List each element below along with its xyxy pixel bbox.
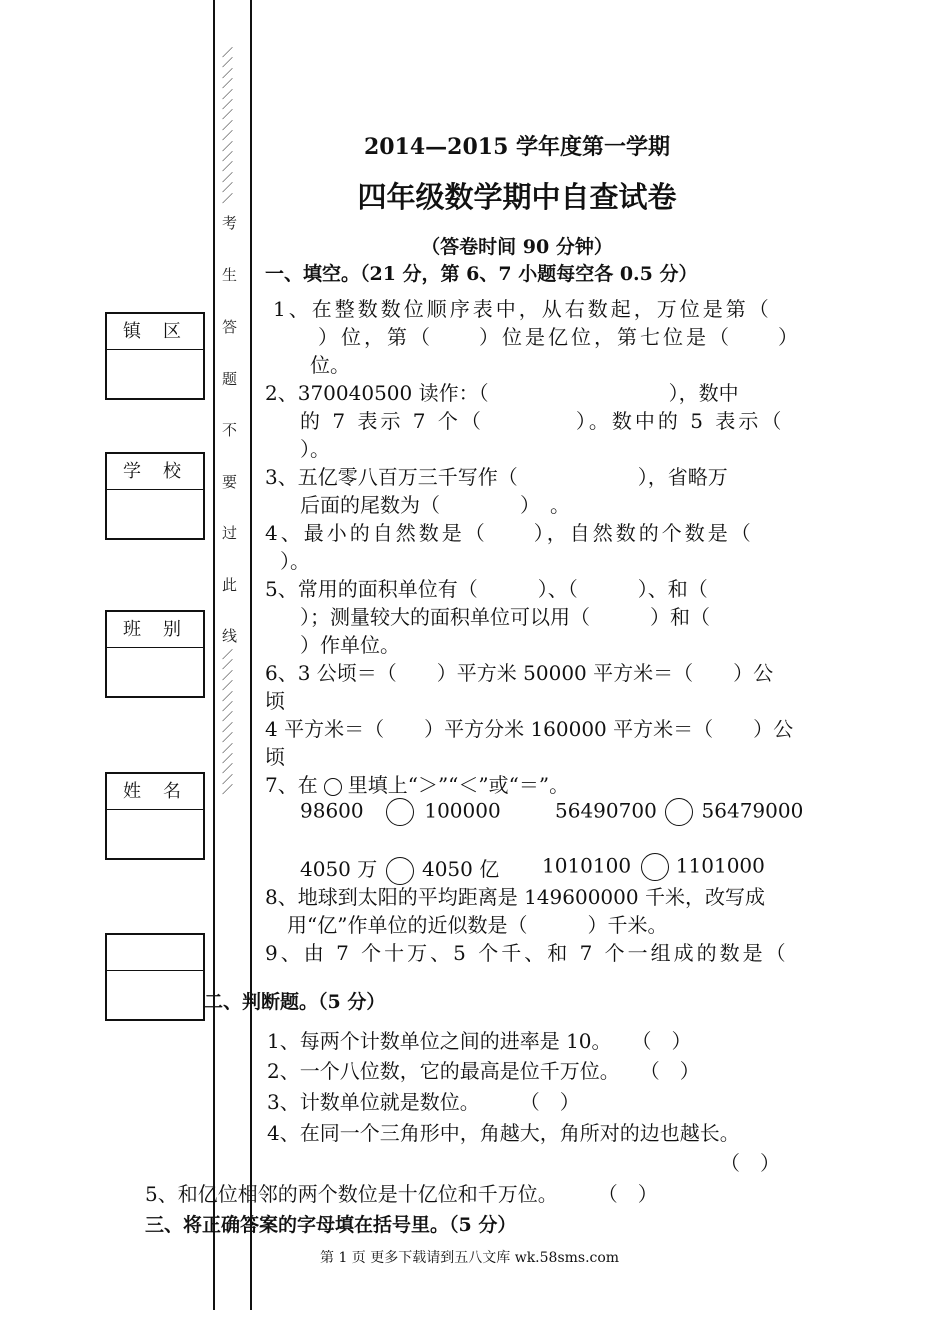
q4-line1: 4、最小的自然数是（ ），自然数的个数是（	[265, 521, 754, 545]
q7-right-value: 4050 亿	[421, 857, 500, 881]
q7-left-value: 56490700	[555, 798, 657, 823]
q7-right-value: 1101000	[675, 853, 765, 878]
seal-char: 过	[222, 524, 238, 542]
section1-title: 一、填空。（21 分，第 6、7 小题每空各 0.5 分）	[265, 263, 698, 285]
seal-dash-bottom: ／ ／ ／ ／ ／ ／ ／ ／ ／ ／ ／ ／ ／ ／	[222, 648, 233, 797]
school-box	[105, 452, 205, 540]
q7-right-value: 56479000	[701, 798, 804, 823]
compare-circle-input[interactable]	[665, 798, 693, 826]
q7-prefix: 7、在	[265, 773, 318, 797]
number-box	[105, 933, 205, 1021]
seal-char: 考	[222, 214, 238, 232]
seal-char: 生	[222, 266, 238, 284]
exam-title: 四年级数学期中自查试卷	[357, 180, 677, 214]
town-box	[105, 312, 205, 400]
seal-char: 题	[222, 370, 238, 388]
q7-right-value: 100000	[424, 798, 501, 823]
judge-item-1: 1、每两个计数单位之间的进率是 10。 （ ）	[267, 1029, 692, 1053]
q1-line3: 位。	[310, 353, 350, 377]
judge-item-2: 2、一个八位数，它的最高是位千万位。 （ ）	[267, 1059, 700, 1083]
q7-left-value: 98600	[300, 798, 364, 823]
section3-title: 三、将正确答案的字母填在括号里。（5 分）	[145, 1214, 517, 1236]
q7-left-value: 4050 万	[300, 857, 378, 881]
name-label: 姓 名	[107, 774, 203, 810]
name-box	[105, 772, 205, 860]
seal-char: 要	[222, 473, 238, 491]
compare-circle-input[interactable]	[641, 853, 669, 881]
q5-line3: ）作单位。	[300, 633, 400, 657]
q2-line3: ）。	[300, 437, 330, 461]
q3-line1: 3、五亿零八百万三千写作（ ），省略万	[265, 465, 728, 489]
exam-year: 2014—2015 学年度第一学期	[363, 134, 671, 160]
school-label: 学 校	[107, 454, 203, 490]
q3-line2: 后面的尾数为（ ） 。	[300, 493, 570, 517]
q6-line3: 4 平方米＝（ ）平方分米 160000 平方米＝（ ）公	[265, 717, 794, 741]
class-box	[105, 610, 205, 698]
q2-line1: 2、370040500 读作：（ ），数中	[265, 381, 739, 405]
judge-item-4: 4、在同一个三角形中，角越大，角所对的边也越长。	[267, 1121, 740, 1145]
seal-char: 线	[222, 627, 238, 645]
judge-item-5: 5、和亿位相邻的两个数位是十亿位和千万位。 （ ）	[145, 1182, 658, 1206]
q7-pair-3	[300, 853, 499, 885]
judge-item-4-bracket: （ ）	[720, 1151, 780, 1175]
q2-line2: 的 7 表示 7 个（ ）。数中的 5 表示（	[300, 409, 785, 433]
q7-left-value: 1010100	[542, 853, 632, 878]
compare-circle-input[interactable]	[386, 798, 414, 826]
number-label	[107, 935, 203, 971]
q6-line2: 顷	[265, 689, 285, 713]
seal-char: 答	[222, 318, 238, 336]
seal-char: 不	[222, 421, 238, 439]
circle-icon	[324, 778, 342, 796]
q7-pair-4	[542, 853, 765, 881]
q7-pair-2	[555, 798, 803, 826]
class-label: 班 别	[107, 612, 203, 648]
q5-line2: ）；测量较大的面积单位可以用（ ）和（	[300, 605, 710, 629]
section2-title: 二、判断题。（5 分）	[204, 991, 386, 1013]
seal-dash-top: ／ ／ ／ ／ ／ ／ ／ ／ ／ ／ ／ ／ ／ ／ ／	[222, 46, 233, 205]
q1-line2: ）位，第（ ）位是亿位，第七位是（ ）	[318, 325, 801, 349]
q9-line1: 9、由 7 个十万、5 个千、和 7 个一组成的数是（	[265, 941, 789, 965]
q7-pair-1	[300, 798, 501, 826]
q6-line1: 6、3 公顷＝（ ）平方米 50000 平方米＝（ ）公	[265, 661, 774, 685]
q7-suffix: 里填上“＞”“＜”或“＝”。	[347, 773, 570, 797]
q8-line2: 用“亿”作单位的近似数是（ ）千米。	[287, 913, 668, 937]
q5-line1: 5、常用的面积单位有（ ）、（ ）、和（	[265, 577, 708, 601]
exam-time: （答卷时间 90 分钟）	[421, 236, 613, 258]
q1-line1: 1、在整数数位顺序表中，从右数起，万位是第（	[273, 297, 772, 321]
page-footer: 第 1 页 更多下载请到五八文库 wk.58sms.com	[320, 1250, 620, 1266]
q6-line4: 顷	[265, 745, 285, 769]
q7-instruction	[265, 769, 569, 798]
town-label: 镇 区	[107, 314, 203, 350]
q8-line1: 8、地球到太阳的平均距离是 149600000 千米，改写成	[265, 885, 765, 909]
q4-line2: ）。	[280, 549, 310, 573]
seal-char: 此	[222, 576, 238, 594]
judge-item-3: 3、计数单位就是数位。 （ ）	[267, 1090, 580, 1114]
